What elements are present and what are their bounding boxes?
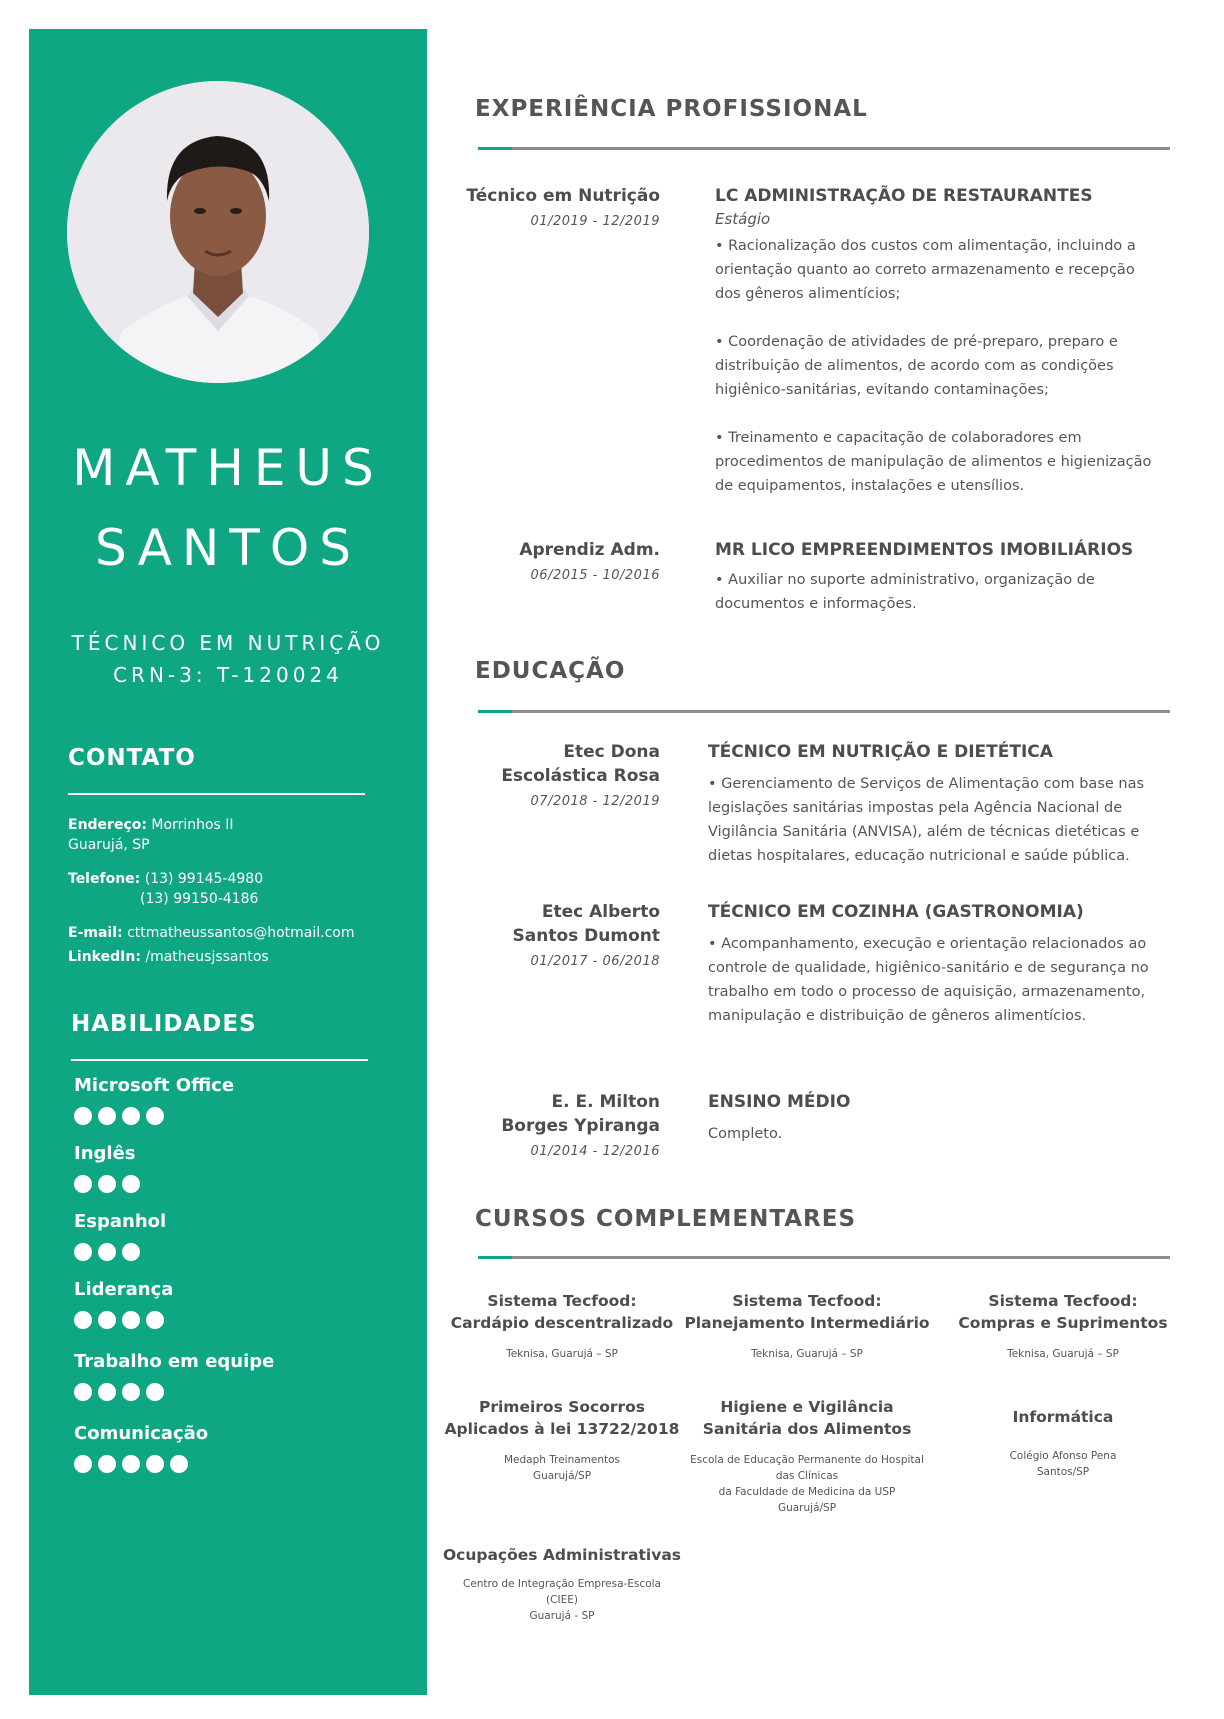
education-divider (478, 710, 1170, 713)
course-detail-line: Guarujá - SP (529, 1610, 595, 1622)
experience-bullet: • Coordenação de atividades de pré-preparo, preparo e distribuição de alimentos, de acordo com as condições higiênico-sanitárias, evitando contaminações; (715, 334, 1118, 398)
skill-level (74, 1107, 274, 1125)
skill-level (74, 1455, 274, 1473)
education-description: Completo. (708, 1126, 783, 1142)
course-detail-line: Escola de Educação Permanente do Hospital (690, 1454, 924, 1466)
education-left-2 (460, 900, 660, 969)
experience-bullet: • Auxiliar no suporte administrativo, organização de documentos e informações. (715, 572, 1095, 612)
course-detail-line: Colégio Afonso Pena (1009, 1450, 1117, 1462)
skill-dot (146, 1455, 164, 1473)
school-line1: Etec Dona (563, 742, 660, 762)
education-description: • Acompanhamento, execução e orientação relacionados ao controle de qualidade, higiênico-sanitário e de segurança no trabalho em todo o processo de aquisição, armazenamento, manipulação e distribuição de gêneros alimentícios. (708, 936, 1149, 1024)
education-course: TÉCNICO EM NUTRIÇÃO E DIETÉTICA (708, 742, 1053, 762)
course-detail-line: da Faculdade de Medicina da USP (718, 1486, 896, 1498)
skill-dot (98, 1455, 116, 1473)
education-description: • Gerenciamento de Serviços de Alimentação com base nas legislações sanitárias impostas pela Agência Nacional de Vigilância Sanitária (ANVISA), além de técnicas dietéticas e dietas hospitalares, educação nutricional e saúde pública. (708, 776, 1145, 864)
course-title-1: Sistema Tecfood: (732, 1292, 882, 1310)
course-title-2: Aplicados à lei 13722/2018 (444, 1420, 680, 1438)
course-detail-line: (CIEE) (546, 1594, 578, 1606)
experience-left-2 (460, 538, 660, 583)
contact-divider (68, 793, 365, 795)
crn-registration: CRN-3: T-120024 (113, 663, 343, 687)
course-item (437, 1544, 687, 1624)
skill-dot (122, 1107, 140, 1125)
phone-1: (13) 99145-4980 (144, 871, 264, 887)
education-left-3 (460, 1090, 660, 1159)
skill-dot (122, 1175, 140, 1193)
course-detail (682, 1452, 932, 1516)
skill-item (74, 1143, 274, 1211)
course-detail-line: Guarujá/SP (777, 1502, 837, 1514)
email-link[interactable]: cttmatheussantos@hotmail.com (127, 925, 355, 941)
skill-dot (74, 1175, 92, 1193)
skill-dot (74, 1383, 92, 1401)
education-heading: EDUCAÇÃO (475, 658, 626, 684)
course-title-1: Sistema Tecfood: (988, 1292, 1138, 1310)
skill-item (74, 1423, 274, 1491)
sidebar (29, 29, 427, 1695)
course-title-1: Primeiros Socorros (478, 1398, 646, 1416)
education-course: ENSINO MÉDIO (708, 1092, 851, 1112)
skill-item (74, 1211, 274, 1279)
linkedin-link[interactable]: /matheusjssantos (145, 949, 269, 965)
profile-photo (67, 81, 369, 383)
email-label: E-mail: (68, 925, 123, 941)
skills-list (74, 1075, 274, 1491)
skill-dot (122, 1455, 140, 1473)
skill-dot (74, 1243, 92, 1261)
school-line1: Etec Alberto (541, 902, 660, 922)
course-detail-line: Santos/SP (1036, 1466, 1090, 1478)
skill-dot (98, 1175, 116, 1193)
skill-dot (74, 1455, 92, 1473)
skill-name: Liderança (74, 1279, 174, 1300)
contact-heading: CONTATO (68, 745, 196, 771)
experience-dates: 06/2015 - 10/2016 (530, 568, 660, 583)
education-dates: 01/2017 - 06/2018 (530, 954, 660, 969)
course-detail: Teknisa, Guarujá – SP (1007, 1348, 1119, 1360)
skill-dot (146, 1107, 164, 1125)
course-item (938, 1290, 1188, 1362)
skill-name: Trabalho em equipe (74, 1351, 275, 1372)
course-title-2: Sanitária dos Alimentos (702, 1420, 912, 1438)
education-dates: 07/2018 - 12/2019 (530, 794, 660, 809)
skill-dot (146, 1311, 164, 1329)
experience-heading: EXPERIÊNCIA PROFISSIONAL (475, 96, 868, 122)
address-line2: Guarujá, SP (68, 837, 150, 853)
course-detail (938, 1448, 1188, 1480)
experience-right-1 (715, 184, 1155, 498)
experience-company: LC ADMINISTRAÇÃO DE RESTAURANTES (715, 186, 1093, 206)
skill-name: Inglês (74, 1143, 136, 1164)
course-title-1: Sistema Tecfood: (487, 1292, 637, 1310)
skill-level (74, 1311, 274, 1329)
course-detail-line: Guarujá/SP (532, 1470, 592, 1482)
contact-address (68, 815, 234, 855)
experience-dates: 01/2019 - 12/2019 (530, 214, 660, 229)
school-line2: Escolástica Rosa (501, 766, 660, 786)
course-item (682, 1396, 932, 1516)
course-title-1: Higiene e Vigilância (720, 1398, 894, 1416)
experience-divider (478, 147, 1170, 150)
courses-heading: CURSOS COMPLEMENTARES (475, 1206, 857, 1232)
course-title-2: Cardápio descentralizado (450, 1314, 674, 1332)
education-left-1 (460, 740, 660, 809)
education-right-3 (708, 1090, 1158, 1146)
address-line1: Morrinhos II (151, 817, 234, 833)
course-detail (437, 1576, 687, 1624)
phone-label: Telefone: (68, 871, 141, 887)
course-title-2: Compras e Suprimentos (958, 1314, 1168, 1332)
experience-role: Aprendiz Adm. (519, 540, 660, 560)
name-first: MATHEUS (72, 439, 384, 497)
contact-email (68, 923, 354, 943)
skill-dot (74, 1311, 92, 1329)
course-item (682, 1290, 932, 1362)
skill-name: Microsoft Office (74, 1075, 235, 1096)
skill-dot (122, 1243, 140, 1261)
skill-dot (98, 1311, 116, 1329)
experience-subtitle: Estágio (715, 210, 771, 228)
course-detail-line: Medaph Treinamentos (503, 1454, 621, 1466)
experience-role: Técnico em Nutrição (466, 186, 660, 206)
skill-dot (74, 1107, 92, 1125)
experience-left-1 (460, 184, 660, 229)
skill-name: Comunicação (74, 1423, 209, 1444)
skill-item (74, 1075, 274, 1143)
name-last: SANTOS (95, 519, 361, 577)
course-detail (437, 1452, 687, 1484)
skill-level (74, 1175, 274, 1193)
contact-linkedin (68, 947, 269, 967)
course-item (437, 1396, 687, 1484)
phone-2: (13) 99150-4186 (140, 891, 259, 907)
course-detail-line: Centro de Integração Empresa-Escola (462, 1578, 661, 1590)
skill-dot (122, 1311, 140, 1329)
skill-dot (98, 1243, 116, 1261)
school-line1: E. E. Milton (551, 1092, 660, 1112)
skill-name: Espanhol (74, 1211, 167, 1232)
education-dates: 01/2014 - 12/2016 (530, 1144, 660, 1159)
skill-dot (170, 1455, 188, 1473)
skill-level (74, 1383, 274, 1401)
skill-level (74, 1243, 274, 1261)
experience-bullet: • Treinamento e capacitação de colaboradores em procedimentos de manipulação de alimentos e higienização de equipamentos, instalações e utensílios. (715, 430, 1152, 494)
skills-heading: HABILIDADES (71, 1011, 257, 1037)
course-detail: Teknisa, Guarujá – SP (751, 1348, 863, 1360)
skill-dot (122, 1383, 140, 1401)
course-item (437, 1290, 687, 1362)
course-title-1: Ocupações Administrativas (442, 1546, 682, 1564)
education-right-2 (708, 900, 1158, 1028)
course-title-2: Planejamento Intermediário (684, 1314, 930, 1332)
skill-dot (98, 1383, 116, 1401)
skill-dot (98, 1107, 116, 1125)
contact-phone (68, 869, 263, 909)
course-item (938, 1406, 1188, 1480)
experience-bullet: • Racionalização dos custos com alimentação, incluindo a orientação quanto ao correto armazenamento e recepção dos gêneros alimentícios; (715, 238, 1136, 302)
education-right-1 (708, 740, 1158, 868)
education-course: TÉCNICO EM COZINHA (GASTRONOMIA) (708, 902, 1084, 922)
linkedin-label: LinkedIn: (68, 949, 141, 965)
skill-item (74, 1351, 274, 1423)
skills-divider (71, 1059, 368, 1061)
school-line2: Santos Dumont (512, 926, 660, 946)
skill-item (74, 1279, 274, 1351)
courses-divider (478, 1256, 1170, 1259)
job-title: TÉCNICO EM NUTRIÇÃO (71, 631, 385, 655)
course-title-1: Informática (1012, 1408, 1114, 1426)
skill-dot (146, 1383, 164, 1401)
school-line2: Borges Ypiranga (501, 1116, 660, 1136)
experience-right-2 (715, 538, 1155, 616)
address-label: Endereço: (68, 817, 147, 833)
experience-company: MR LICO EMPREENDIMENTOS IMOBILIÁRIOS (715, 540, 1134, 560)
course-detail-line: das Clínicas (775, 1470, 839, 1482)
course-detail: Teknisa, Guarujá – SP (506, 1348, 618, 1360)
